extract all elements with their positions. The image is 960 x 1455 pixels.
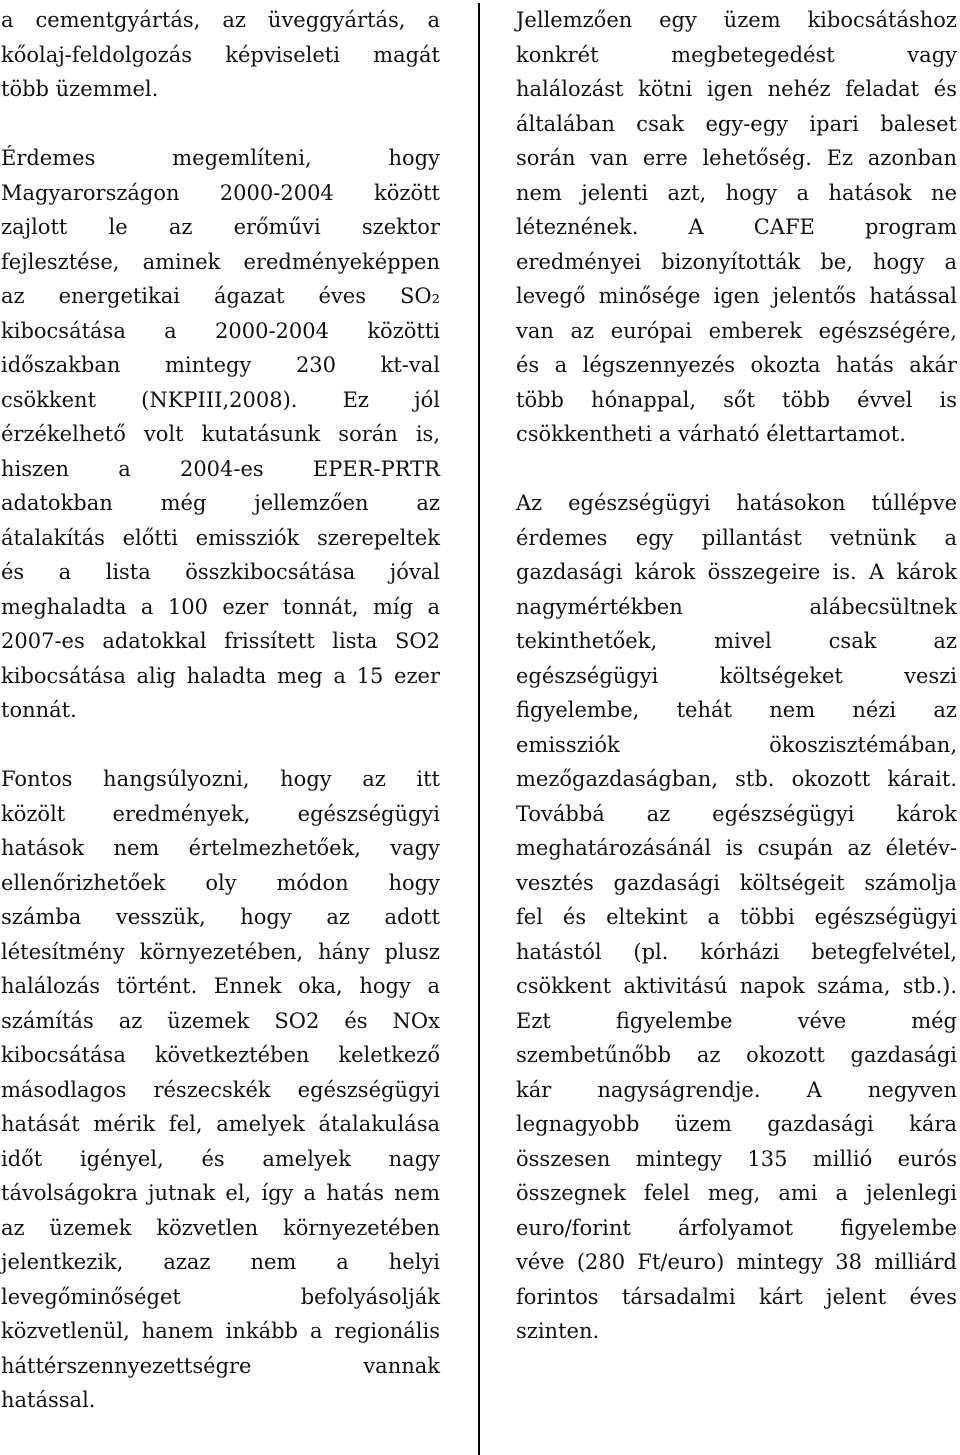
left-paragraph-1 (1, 3, 440, 107)
text-line: nagymértékben alábecsültnek (516, 594, 957, 619)
text-line: hiszen a 2004-es EPER-PRTR (1, 456, 440, 481)
text-line: véve (280 Ft/euro) mintegy 38 milliárd (516, 1250, 957, 1274)
text-line: és a légszennyezés okozta hatás akár (516, 353, 957, 377)
text-line: kibocsátása következtében keletkező (1, 1043, 440, 1067)
text-line: legnagyobb üzem gazdasági kára (516, 1112, 957, 1136)
text-line: csökkentheti a várható élettartamot. (516, 422, 906, 446)
text-line: emissziók ökoszisztémában, (516, 732, 957, 757)
text-line: tonnát. (1, 698, 77, 722)
text-line: és a lista összkibocsátása jóval (1, 560, 440, 584)
text-line: fel és eltekint a többi egészségügyi (516, 905, 957, 929)
text-line: ellenőrizhetőek oly módon hogy (1, 870, 440, 895)
text-line: Jellemzően egy üzem kibocsátáshoz (516, 8, 957, 32)
text-line: a cementgyártás, az üveggyártás, a (1, 8, 440, 32)
text-line: hatástól (pl. kórházi betegfelvétel, (516, 939, 957, 964)
text-line: háttérszennyezettségre vannak (1, 1353, 440, 1378)
text-line: Továbbá az egészségügyi károk (516, 801, 957, 826)
text-line: Ezt figyelembe véve még (516, 1008, 957, 1033)
text-line: közvetlenül, hanem inkább a regionális (1, 1319, 440, 1343)
text-line: zajlott le az erőművi szektor (1, 215, 440, 239)
text-line: csökkent aktivitású napok száma, stb.). (516, 974, 957, 998)
text-line: kőolaj-feldolgozás képviseleti magát (1, 42, 440, 67)
text-line: konkrét megbetegedést vagy (516, 42, 957, 67)
text-line: több hónappal, sőt több évvel is (516, 387, 957, 412)
text-line: távolságokra jutnak el, így a hatás nem (1, 1181, 440, 1205)
text-line: létesítmény környezetében, hány plusz (1, 939, 440, 964)
right-paragraph-2 (516, 486, 957, 1349)
text-line: összesen mintegy 135 millió eurós (516, 1146, 957, 1171)
text-line: jelentkezik, azaz nem a helyi (1, 1250, 440, 1274)
text-line: halálozást kötni igen nehéz feladat és (516, 77, 957, 101)
text-line: Magyarországon 2000-2004 között (1, 180, 440, 205)
text-line: adatokban még jellemzően az (1, 491, 440, 515)
text-line: számba vesszük, hogy az adott (1, 905, 440, 929)
text-line: nem jelenti azt, hogy a hatások ne (516, 180, 957, 205)
text-line: Az egészségügyi hatásokon túllépve (516, 491, 957, 515)
text-line: euro/forint árfolyamot figyelembe (516, 1215, 957, 1240)
text-line: levegőminőséget befolyásolják (1, 1284, 440, 1309)
text-line: csökkent (NKPIII,2008). Ez jól (1, 387, 440, 412)
text-line: fejlesztése, aminek eredményeképpen (1, 249, 440, 274)
text-line: gazdasági károk összegeire is. A károk (516, 560, 957, 584)
text-line: az energetikai ágazat éves SO₂ (1, 284, 440, 308)
right-paragraph-1 (516, 3, 957, 452)
text-line: több üzemmel. (1, 77, 159, 101)
text-line: vesztés gazdasági költségeit számolja (516, 870, 957, 895)
left-paragraph-3 (1, 762, 440, 1418)
text-line: érzékelhető volt kutatásunk során is, (1, 422, 440, 446)
text-line: halálozás történt. Ennek oka, hogy a (1, 974, 440, 998)
text-line: hatással. (1, 1388, 96, 1412)
text-line: 2007-es adatokkal frissített lista SO2 (1, 629, 440, 653)
text-line: összegnek felel meg, ami a jelenlegi (516, 1181, 957, 1205)
text-line: figyelembe, tehát nem nézi az (516, 698, 957, 722)
text-line: az üzemek közvetlen környezetében (1, 1215, 440, 1240)
text-line: általában csak egy-egy ipari baleset (516, 111, 957, 136)
text-line: tekinthetőek, mivel csak az (516, 629, 957, 653)
text-line: időt igényel, és amelyek nagy (1, 1146, 440, 1171)
text-line: léteznének. A CAFE program (516, 215, 957, 239)
right-column (516, 0, 957, 1383)
text-line: egészségügyi költségeket veszi (516, 663, 957, 688)
text-line: levegő minősége igen jelentős hatással (516, 284, 957, 308)
text-line: hatások nem értelmezhetőek, vagy (1, 836, 440, 860)
text-line: kár nagyságrendje. A negyven (516, 1077, 957, 1102)
text-line: szembetűnőbb az okozott gazdasági (516, 1043, 957, 1067)
text-line: Fontos hangsúlyozni, hogy az itt (1, 767, 440, 791)
column-divider (478, 3, 480, 1455)
text-line: van az európai emberek egészségére, (516, 318, 957, 343)
text-line: eredményei bizonyították be, hogy a (516, 249, 957, 274)
left-column (1, 0, 440, 1452)
text-line: meghatározásánál is csupán az életév- (516, 836, 957, 860)
text-line: szinten. (516, 1319, 600, 1343)
text-line: forintos társadalmi kárt jelent éves (516, 1284, 957, 1309)
text-line: időszakban mintegy 230 kt-val (1, 353, 440, 377)
text-line: során van erre lehetőség. Ez azonban (516, 146, 957, 170)
text-line: mezőgazdaságban, stb. okozott kárait. (516, 767, 957, 791)
text-line: kibocsátása alig haladta meg a 15 ezer (1, 663, 440, 688)
text-line: hatását mérik fel, amelyek átalakulása (1, 1112, 440, 1136)
text-line: meghaladta a 100 ezer tonnát, míg a (1, 594, 440, 619)
text-line: érdemes egy pillantást vetnünk a (516, 525, 957, 550)
left-paragraph-2 (1, 141, 440, 728)
text-line: számítás az üzemek SO2 és NOx (1, 1008, 440, 1033)
text-line: átalakítás előtti emissziók szerepeltek (1, 525, 440, 550)
text-line: közölt eredmények, egészségügyi (1, 801, 440, 826)
text-line: másodlagos részecskék egészségügyi (1, 1077, 440, 1102)
text-line: Érdemes megemlíteni, hogy (1, 146, 440, 170)
text-line: kibocsátása a 2000-2004 közötti (1, 318, 440, 343)
